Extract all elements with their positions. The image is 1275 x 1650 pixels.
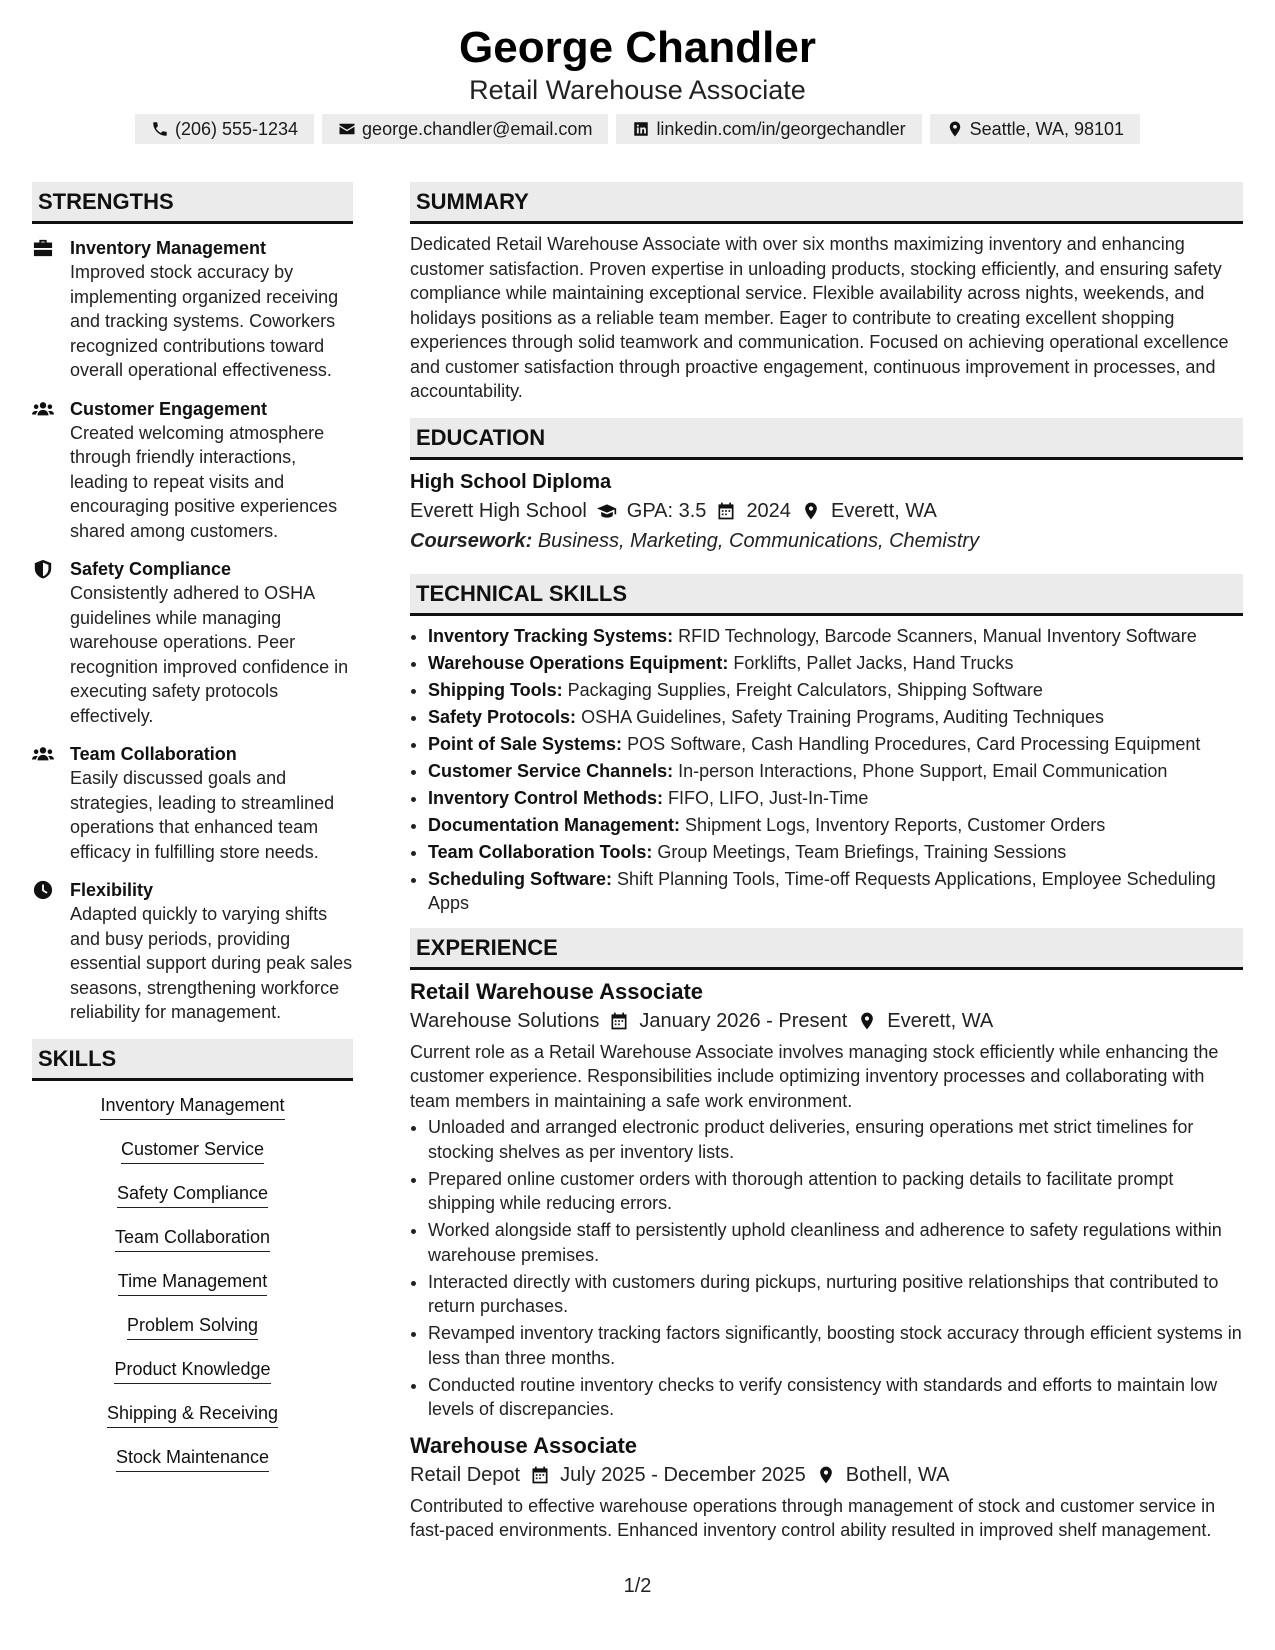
education-location: Everett, WA <box>830 499 937 522</box>
education-entry <box>410 468 1243 556</box>
calendar-icon <box>716 501 736 521</box>
job-description: Current role as a Retail Warehouse Associate involves managing stock efficiently while enhancing the customer experience. Responsibilities include optimizing inventory processes and collaborating with team members in maintaining a safe work environment. <box>410 1041 1219 1111</box>
tech-skill-label: Customer Service Channels: <box>428 760 674 781</box>
shield-icon <box>32 559 54 579</box>
strength-desc: Consistently adhered to OSHA guidelines while managing warehouse operations. Peer recognition improved confidence in executing safety protocols effectively. <box>70 583 349 726</box>
strength-item <box>32 742 353 864</box>
strength-item <box>32 397 353 544</box>
list-item <box>428 813 1243 838</box>
contact-phone[interactable] <box>135 114 314 144</box>
strength-desc: Created welcoming atmosphere through friendly interactions, leading to repeat visits and encouraging positive experiences shared among customers. <box>70 422 338 541</box>
skill-tag: Problem Solving <box>127 1313 258 1340</box>
page-number: 1/2 <box>623 1575 652 1597</box>
summary-text: Dedicated Retail Warehouse Associate with over six months maximizing inventory and enhancing customer satisfaction. Proven expertise in unloading products, stocking efficiently, and ensuring safety compliance while maintaining exceptional service. Flexible availability across nights, weekends, and holidays positions as a reliable team member. Eager to contribute to creating excellent shopping experiences through solid teamwork and communication. Focused on achieving operational excellence and customer satisfaction through proactive engagement, continuous improvement in processes, and accountability. <box>410 234 1229 401</box>
job-title: Retail Warehouse Associate <box>410 978 704 1004</box>
strengths-heading: STRENGTHS <box>32 182 353 224</box>
skill-tag: Shipping & Receiving <box>107 1401 278 1428</box>
experience-heading: EXPERIENCE <box>410 928 1243 970</box>
education-year: 2024 <box>746 499 791 522</box>
list-item <box>428 705 1243 730</box>
strengths-list <box>32 236 353 1025</box>
tech-skill-label: Inventory Tracking Systems: <box>428 625 674 646</box>
tech-skill-value: FIFO, LIFO, Just-In-Time <box>668 787 869 808</box>
tech-skill-value: Packaging Supplies, Freight Calculators, Shipping Software <box>567 679 1043 700</box>
contact-linkedin[interactable] <box>616 114 921 144</box>
list-item <box>428 678 1243 703</box>
strength-desc: Easily discussed goals and strategies, leading to streamlined operations that enhanced team efficacy in fulfilling store needs. <box>70 768 335 862</box>
linkedin-icon <box>632 120 650 138</box>
list-item <box>428 786 1243 811</box>
job-dates: January 2026 - Present <box>639 1009 848 1032</box>
skill-tag: Safety Compliance <box>117 1181 268 1208</box>
strength-title: Customer Engagement <box>70 398 268 419</box>
job-company: Retail Depot <box>410 1463 521 1486</box>
technical-skills-list <box>410 624 1243 916</box>
list-item: • Unloaded and arranged electronic product deliveries, ensuring operations met strict timelines for stocking shelves as per inventory lists. <box>428 1115 1243 1164</box>
contact-linkedin-text: linkedin.com/in/georgechandler <box>656 119 906 139</box>
list-item: • Interacted directly with customers during pickups, nurturing positive relationships that contributed to return purchases. <box>428 1270 1243 1319</box>
resume-header <box>0 22 1275 144</box>
experience-entry <box>410 1432 1243 1543</box>
strength-title: Team Collaboration <box>70 744 237 764</box>
job-description: Contributed to effective warehouse operations through management of stock and customer service in fast-paced environments. Enhanced inventory control ability resulted in improved shelf management. <box>410 1495 1216 1540</box>
contact-phone-text: (206) 555-1234 <box>174 119 299 139</box>
list-item <box>428 840 1243 865</box>
education-school: Everett High School <box>410 499 587 522</box>
skill-tag: Stock Maintenance <box>116 1445 269 1472</box>
job-meta <box>410 1460 1243 1490</box>
job-title: Warehouse Associate <box>410 1432 638 1458</box>
strength-desc: Adapted quickly to varying shifts and busy periods, providing essential support during peak sales seasons, strengthening workforce reliability for management. <box>70 904 353 1022</box>
tech-skill-label: Team Collaboration Tools: <box>428 841 653 862</box>
envelope-icon <box>338 120 356 138</box>
job-location: Everett, WA <box>887 1009 994 1032</box>
skill-tag: Inventory Management <box>100 1093 284 1120</box>
tech-skill-value: RFID Technology, Barcode Scanners, Manual Inventory Software <box>678 625 1197 646</box>
skills-list <box>32 1093 353 1489</box>
job-location: Bothell, WA <box>845 1463 950 1486</box>
job-bullets <box>410 1115 1243 1422</box>
list-item: • Revamped inventory tracking factors significantly, boosting stock accuracy through efficient systems in less than three months. <box>428 1321 1243 1370</box>
list-item <box>428 759 1243 784</box>
tech-skill-label: Safety Protocols: <box>428 706 577 727</box>
list-item <box>428 651 1243 676</box>
contact-email-text: george.chandler@email.com <box>362 119 593 139</box>
map-pin-icon <box>801 501 821 521</box>
job-meta <box>410 1006 1243 1036</box>
list-item: • Worked alongside staff to persistently uphold cleanliness and adherence to safety regulations within warehouse premises. <box>428 1218 1243 1267</box>
strength-desc: Improved stock accuracy by implementing organized receiving and tracking systems. Coworkers recognized contributions toward overall operational effectiveness. <box>70 262 339 380</box>
strength-title: Flexibility <box>70 880 154 900</box>
job-dates: July 2025 - December 2025 <box>560 1463 806 1486</box>
list-item <box>428 624 1243 649</box>
coursework-label: Coursework: <box>410 529 533 552</box>
map-pin-icon <box>946 120 964 138</box>
strength-item <box>32 236 353 383</box>
list-item: • Prepared online customer orders with thorough attention to packing details to facilitate prompt shipping while reducing errors. <box>428 1167 1243 1216</box>
tech-skill-label: Warehouse Operations Equipment: <box>428 652 729 673</box>
list-item <box>428 867 1243 916</box>
calendar-icon <box>609 1011 629 1031</box>
experience-entry <box>410 978 1243 1422</box>
education-coursework <box>410 526 1243 556</box>
tech-skill-value: Shipment Logs, Inventory Reports, Customer Orders <box>685 814 1106 835</box>
tech-skill-value: Group Meetings, Team Briefings, Training Sessions <box>657 841 1067 862</box>
skill-tag: Team Collaboration <box>115 1225 270 1252</box>
tech-skill-value: Forklifts, Pallet Jacks, Hand Trucks <box>733 652 1014 673</box>
education-gpa: GPA: 3.5 <box>626 499 707 522</box>
map-pin-icon <box>857 1011 877 1031</box>
skills-heading: SKILLS <box>32 1039 353 1081</box>
skill-tag: Time Management <box>118 1269 267 1296</box>
strength-title: Safety Compliance <box>70 559 232 579</box>
strength-item <box>32 878 353 1025</box>
strength-title: Inventory Management <box>70 238 267 258</box>
tech-skill-label: Shipping Tools: <box>428 679 563 700</box>
education-heading: EDUCATION <box>410 418 1243 460</box>
left-column <box>32 182 353 1489</box>
skill-tag: Customer Service <box>121 1137 264 1164</box>
users-icon <box>32 744 54 764</box>
phone-icon <box>151 120 169 138</box>
graduation-cap-icon <box>597 501 617 521</box>
skill-tag: Product Knowledge <box>114 1357 270 1384</box>
tech-skill-value: In-person Interactions, Phone Support, Email Communication <box>678 760 1168 781</box>
calendar-icon <box>530 1465 550 1485</box>
education-degree: High School Diploma <box>410 470 612 493</box>
contact-location <box>930 114 1140 144</box>
candidate-title: Retail Warehouse Associate <box>469 75 806 105</box>
summary-heading: SUMMARY <box>410 182 1243 224</box>
contact-location-text: Seattle, WA, 98101 <box>969 119 1125 139</box>
briefcase-icon <box>32 238 54 258</box>
users-icon <box>32 399 54 419</box>
list-item: • Conducted routine inventory checks to verify consistency with standards and efforts to maintain low levels of discrepancies. <box>428 1373 1243 1422</box>
clock-icon <box>32 880 54 900</box>
job-company: Warehouse Solutions <box>410 1009 600 1032</box>
tech-skill-label: Inventory Control Methods: <box>428 787 663 808</box>
list-item <box>428 732 1243 757</box>
contact-email[interactable] <box>322 114 608 144</box>
right-column <box>410 182 1243 1543</box>
coursework-value: Business, Marketing, Communications, Chemistry <box>537 529 980 552</box>
education-meta <box>410 496 1243 526</box>
candidate-name: George Chandler <box>459 23 816 72</box>
technical-skills-heading: TECHNICAL SKILLS <box>410 574 1243 616</box>
tech-skill-value: Shift Planning Tools, Time-off Requests Applications, Employee Scheduling Apps <box>428 868 1216 913</box>
tech-skill-label: Documentation Management: <box>428 814 681 835</box>
tech-skill-value: POS Software, Cash Handling Procedures, Card Processing Equipment <box>627 733 1201 754</box>
tech-skill-value: OSHA Guidelines, Safety Training Programs, Auditing Techniques <box>581 706 1105 727</box>
tech-skill-label: Scheduling Software: <box>428 868 613 889</box>
tech-skill-label: Point of Sale Systems: <box>428 733 623 754</box>
strength-item <box>32 557 353 728</box>
map-pin-icon <box>816 1465 836 1485</box>
contact-bar <box>0 114 1275 144</box>
